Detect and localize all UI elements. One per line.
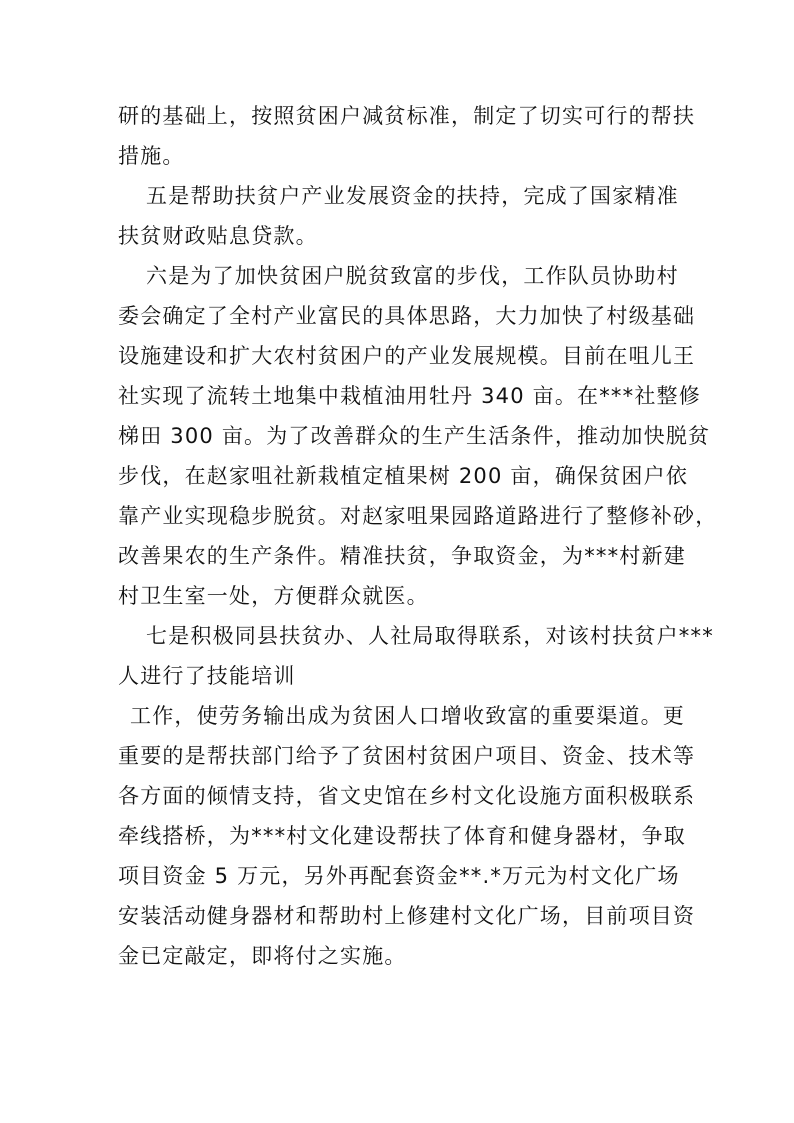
text-line: 靠产业实现稳步脱贫。对赵家咀果园路道路进行了整修补砂， [118, 504, 718, 528]
text-line: 改善果农的生产条件。精准扶贫，争取资金，为***村新建 [118, 544, 686, 568]
text-line: 研的基础上，按照贫困户减贫标准，制定了切实可行的帮扶 [118, 104, 696, 128]
text-line: 金已定敲定，即将付之实施。 [118, 944, 407, 968]
text-line: 七是积极同县扶贫办、人社局取得联系，对该村扶贫户*** [146, 624, 714, 648]
text-line: 安装活动健身器材和帮助村上修建村文化广场，目前项目资 [118, 904, 696, 928]
document-page [118, 96, 718, 976]
text-line: 设施建设和扩大农村贫困户的产业发展规模。目前在咀儿王 [118, 344, 696, 368]
text-line: 六是为了加快贫困户脱贫致富的步伐，工作队员协助村 [146, 264, 679, 288]
text-line: 各方面的倾情支持，省文史馆在乡村文化设施方面积极联系 [118, 784, 696, 808]
text-line: 扶贫财政贴息贷款。 [118, 224, 318, 248]
text-line: 工作，使劳务输出成为贫困人口增收致富的重要渠道。更 [130, 704, 685, 728]
text-line: 社实现了流转土地集中栽植油用牡丹 340 亩。在***社整修 [118, 384, 701, 408]
text-line: 人进行了技能培训 [118, 664, 296, 688]
text-line: 梯田 300 亩。为了改善群众的生产生活条件，推动加快脱贫 [118, 424, 711, 448]
text-line: 步伐，在赵家咀社新栽植定植果树 200 亩，确保贫困户依 [118, 464, 689, 488]
text-line: 措施。 [118, 144, 185, 168]
text-line: 牵线搭桥，为***村文化建设帮扶了体育和健身器材，争取 [118, 824, 686, 848]
text-line: 项目资金 5 万元，另外再配套资金**.*万元为村文化广场 [118, 864, 680, 888]
text-line: 五是帮助扶贫户产业发展资金的扶持，完成了国家精准 [146, 184, 679, 208]
text-line: 重要的是帮扶部门给予了贫困村贫困户项目、资金、技术等 [118, 744, 696, 768]
text-line: 村卫生室一处，方便群众就医。 [118, 584, 429, 608]
text-line: 委会确定了全村产业富民的具体思路，大力加快了村级基础 [118, 304, 696, 328]
